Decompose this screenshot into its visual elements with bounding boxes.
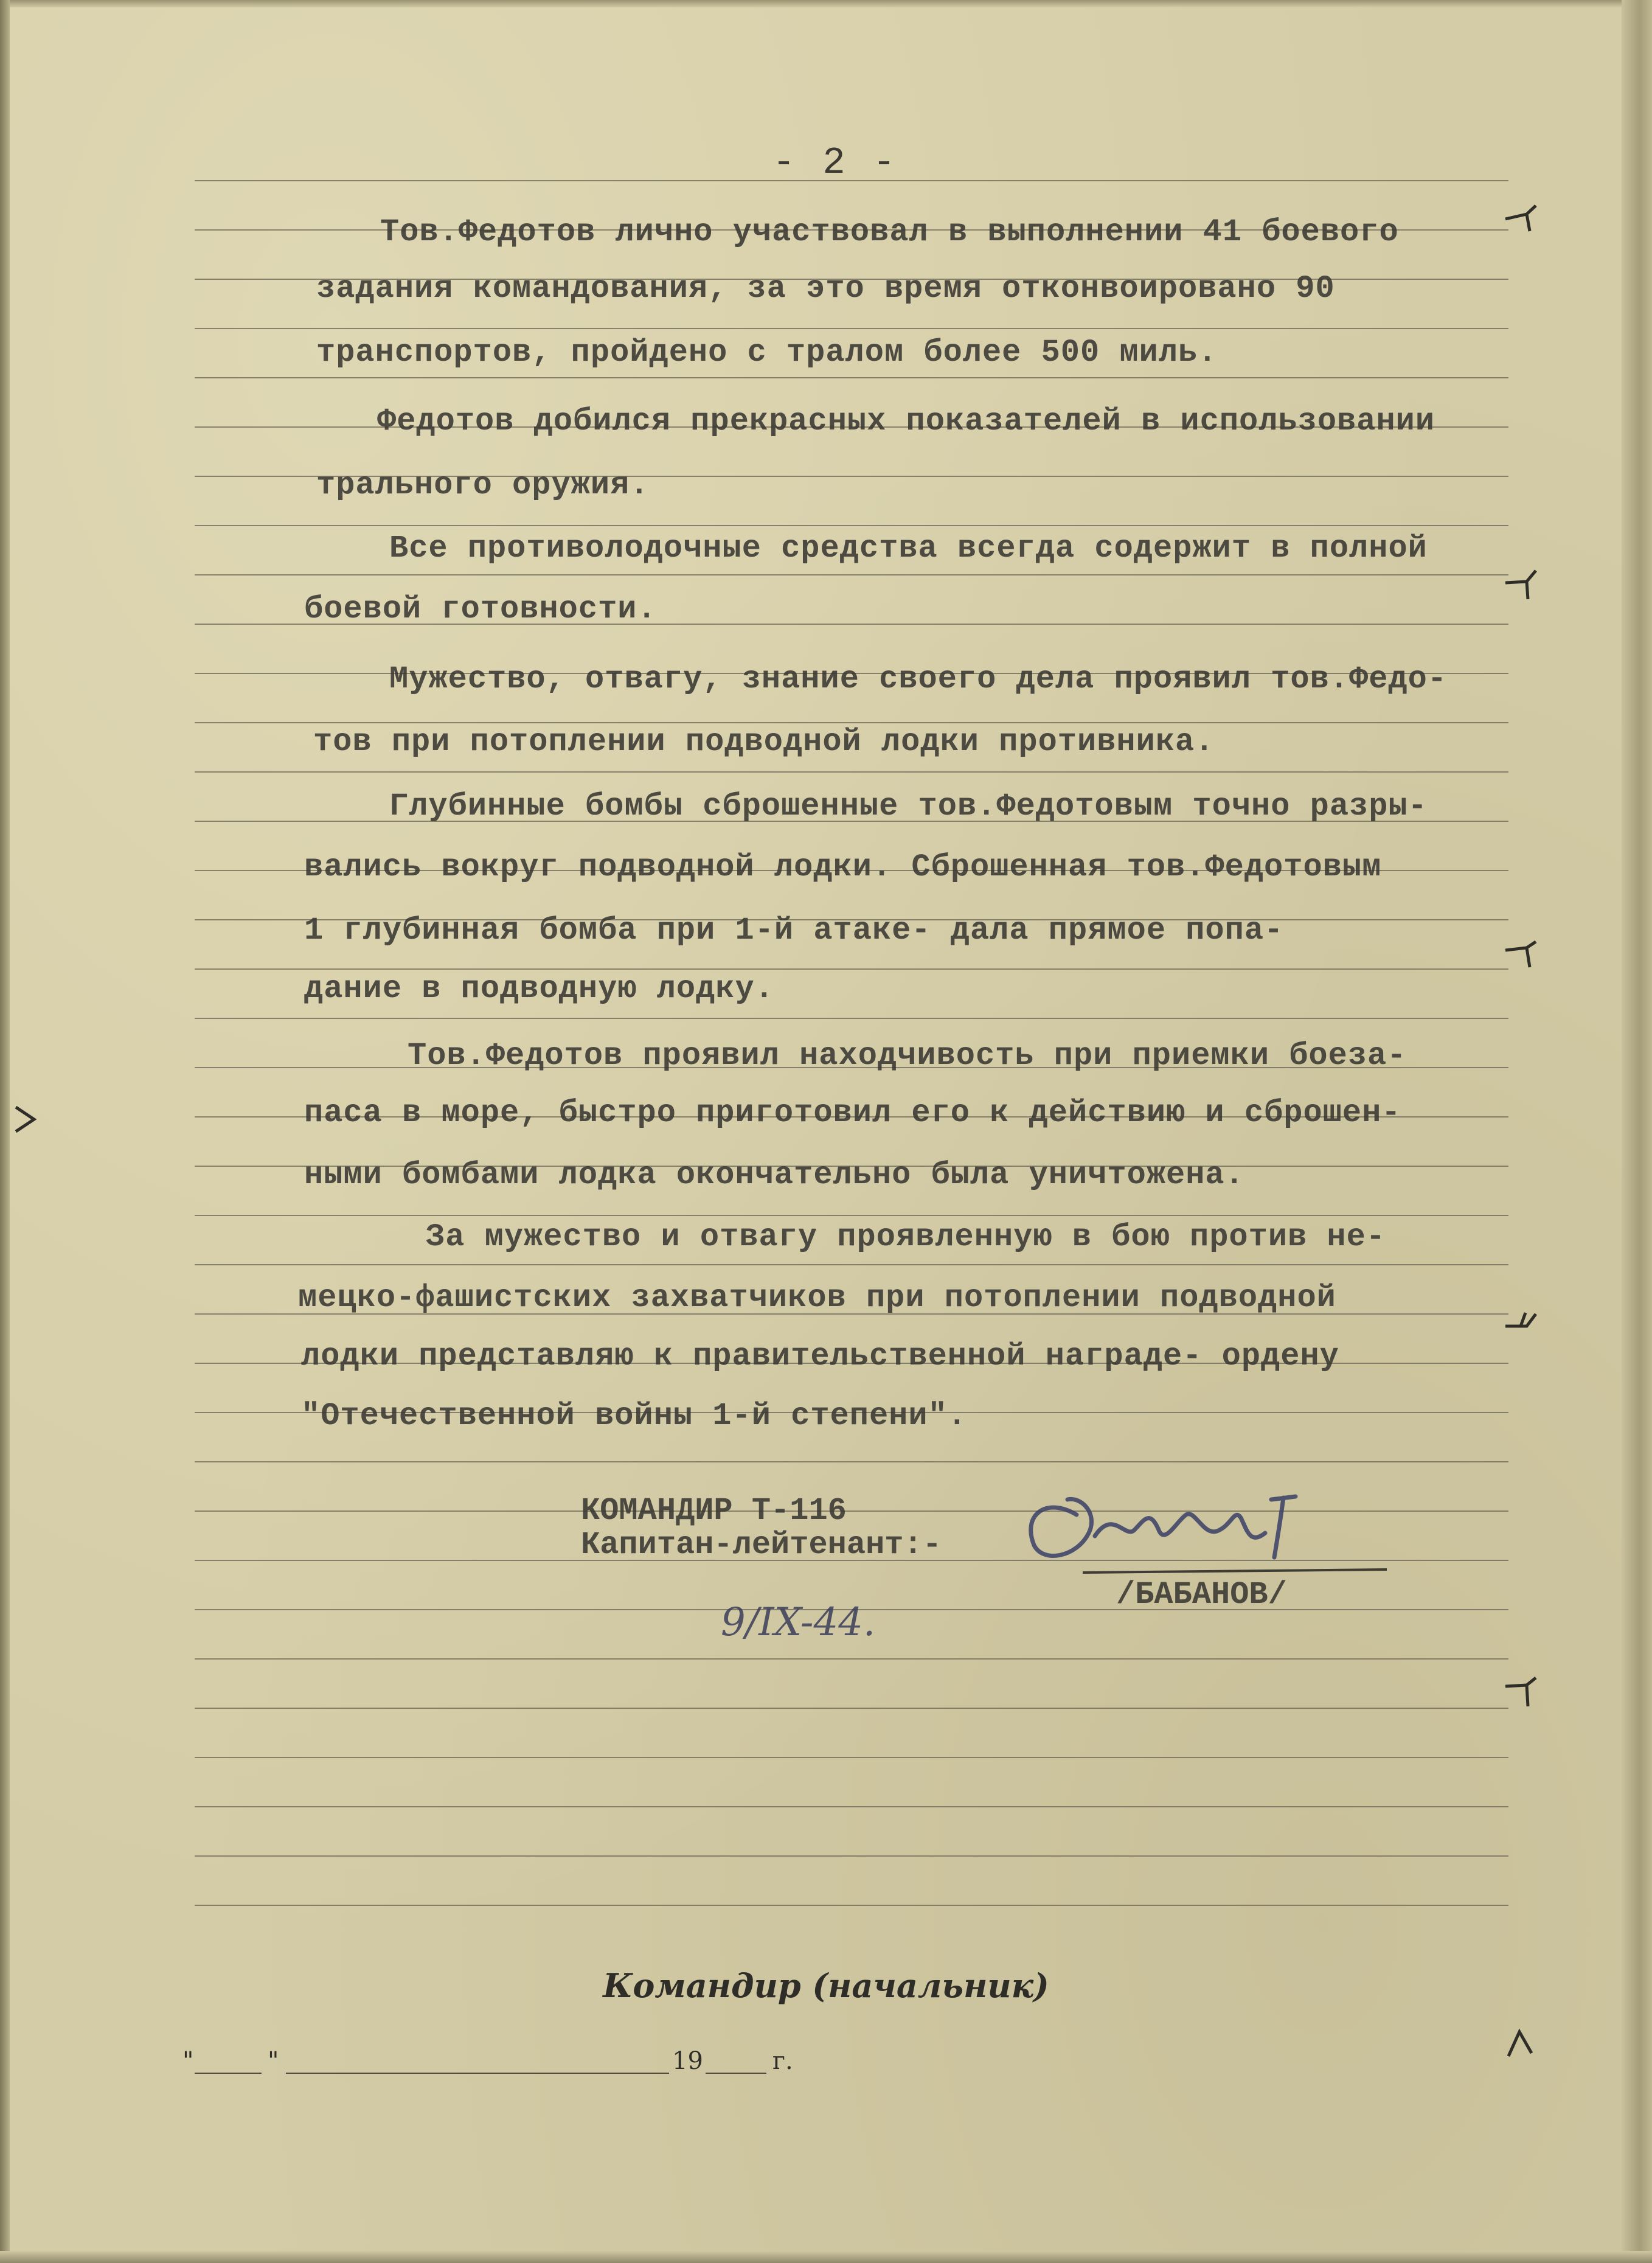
footer-quote-close: " — [268, 2047, 279, 2075]
body-line: задания командования, за это время отконвоировано 90 — [316, 271, 1335, 307]
rule-line — [195, 1018, 1508, 1019]
rule-line — [195, 1461, 1508, 1462]
rule-line — [195, 1215, 1508, 1216]
rule-line — [195, 377, 1508, 378]
page-edge-left — [0, 0, 10, 2263]
rule-line — [195, 328, 1508, 329]
footer-date-field — [182, 2041, 852, 2084]
rule-line — [195, 1264, 1508, 1265]
page-edge-right — [1622, 0, 1652, 2263]
footer-quote-open: " — [182, 2047, 194, 2075]
body-line: мецко-фашистских захватчиков при потоплении подводной — [298, 1280, 1336, 1316]
body-line: Тов.Федотов лично участвовал в выполнении 41 боевого — [380, 214, 1399, 250]
body-line: Все противолодочные средства всегда содержит в полной — [389, 530, 1428, 566]
rule-line — [195, 525, 1508, 526]
rule-line — [195, 574, 1508, 575]
rule-line — [195, 1855, 1508, 1857]
body-line: вались вокруг подводной лодки. Сброшенная тов.Федотовым — [304, 849, 1382, 885]
body-line: За мужество и отвагу проявленную в бою против не- — [426, 1219, 1386, 1255]
body-line: Глубинные бомбы сброшенные тов.Федотовым точно разры- — [389, 788, 1428, 824]
body-line: транспортов, пройдено с тралом более 500 миль. — [316, 335, 1218, 370]
rule-line — [195, 1658, 1508, 1660]
body-line: боевой готовности. — [304, 591, 657, 627]
rule-line — [195, 1708, 1508, 1709]
punch-mark-icon — [1502, 201, 1539, 237]
punch-mark-icon — [1502, 1673, 1539, 1709]
body-line: лодки представляю к правительственной награде- ордену — [301, 1338, 1339, 1374]
handwritten-signature — [1010, 1472, 1399, 1582]
punch-mark-icon — [10, 1101, 46, 1138]
footer-year-blank — [706, 2073, 766, 2074]
punch-mark-icon — [1502, 566, 1539, 602]
body-line: Федотов добился прекрасных показателей в использовании — [377, 403, 1435, 439]
footer-commander-title: Командир (начальник) — [603, 1966, 1049, 2005]
body-line: 1 глубинная бомба при 1-й атаке- дала прямое попа- — [304, 912, 1284, 948]
footer-year-suffix: г. — [772, 2047, 793, 2075]
handwritten-date: 9/IX-44. — [721, 1600, 876, 1645]
punch-mark-icon — [1502, 2026, 1539, 2062]
rule-line — [195, 771, 1508, 773]
body-line: трального оружия. — [316, 467, 650, 503]
body-line: ными бомбами лодка окончательно была уничтожена. — [304, 1157, 1244, 1193]
commander-rank: Капитан-лейтенант:- — [581, 1527, 942, 1563]
punch-mark-icon — [1502, 1308, 1539, 1344]
punch-mark-icon — [1502, 937, 1539, 973]
commander-title: КОМАНДИР Т-116 — [581, 1493, 847, 1529]
rule-line — [195, 968, 1508, 970]
footer-day-blank — [195, 2073, 262, 2074]
body-line: тов при потоплении подводной лодки противника. — [313, 724, 1215, 760]
commander-name: /БАБАНОВ/ — [1116, 1577, 1287, 1613]
rule-line — [195, 1806, 1508, 1807]
rule-line — [195, 722, 1508, 723]
page-number: - 2 - — [772, 141, 898, 184]
rule-line — [195, 1905, 1508, 1906]
body-line: Тов.Федотов проявил находчивость при приемки боеза- — [408, 1038, 1407, 1074]
body-line: паса в море, быстро приготовил его к действию и сброшен- — [304, 1095, 1401, 1131]
body-line: дание в подводную лодку. — [304, 971, 774, 1007]
body-line: "Отечественной войны 1-й степени". — [301, 1398, 967, 1434]
footer-month-blank — [286, 2073, 669, 2074]
body-line: Мужество, отвагу, знание своего дела проявил тов.Федо- — [389, 661, 1448, 697]
footer-year-prefix: 19 — [672, 2047, 703, 2075]
rule-line — [195, 1757, 1508, 1758]
